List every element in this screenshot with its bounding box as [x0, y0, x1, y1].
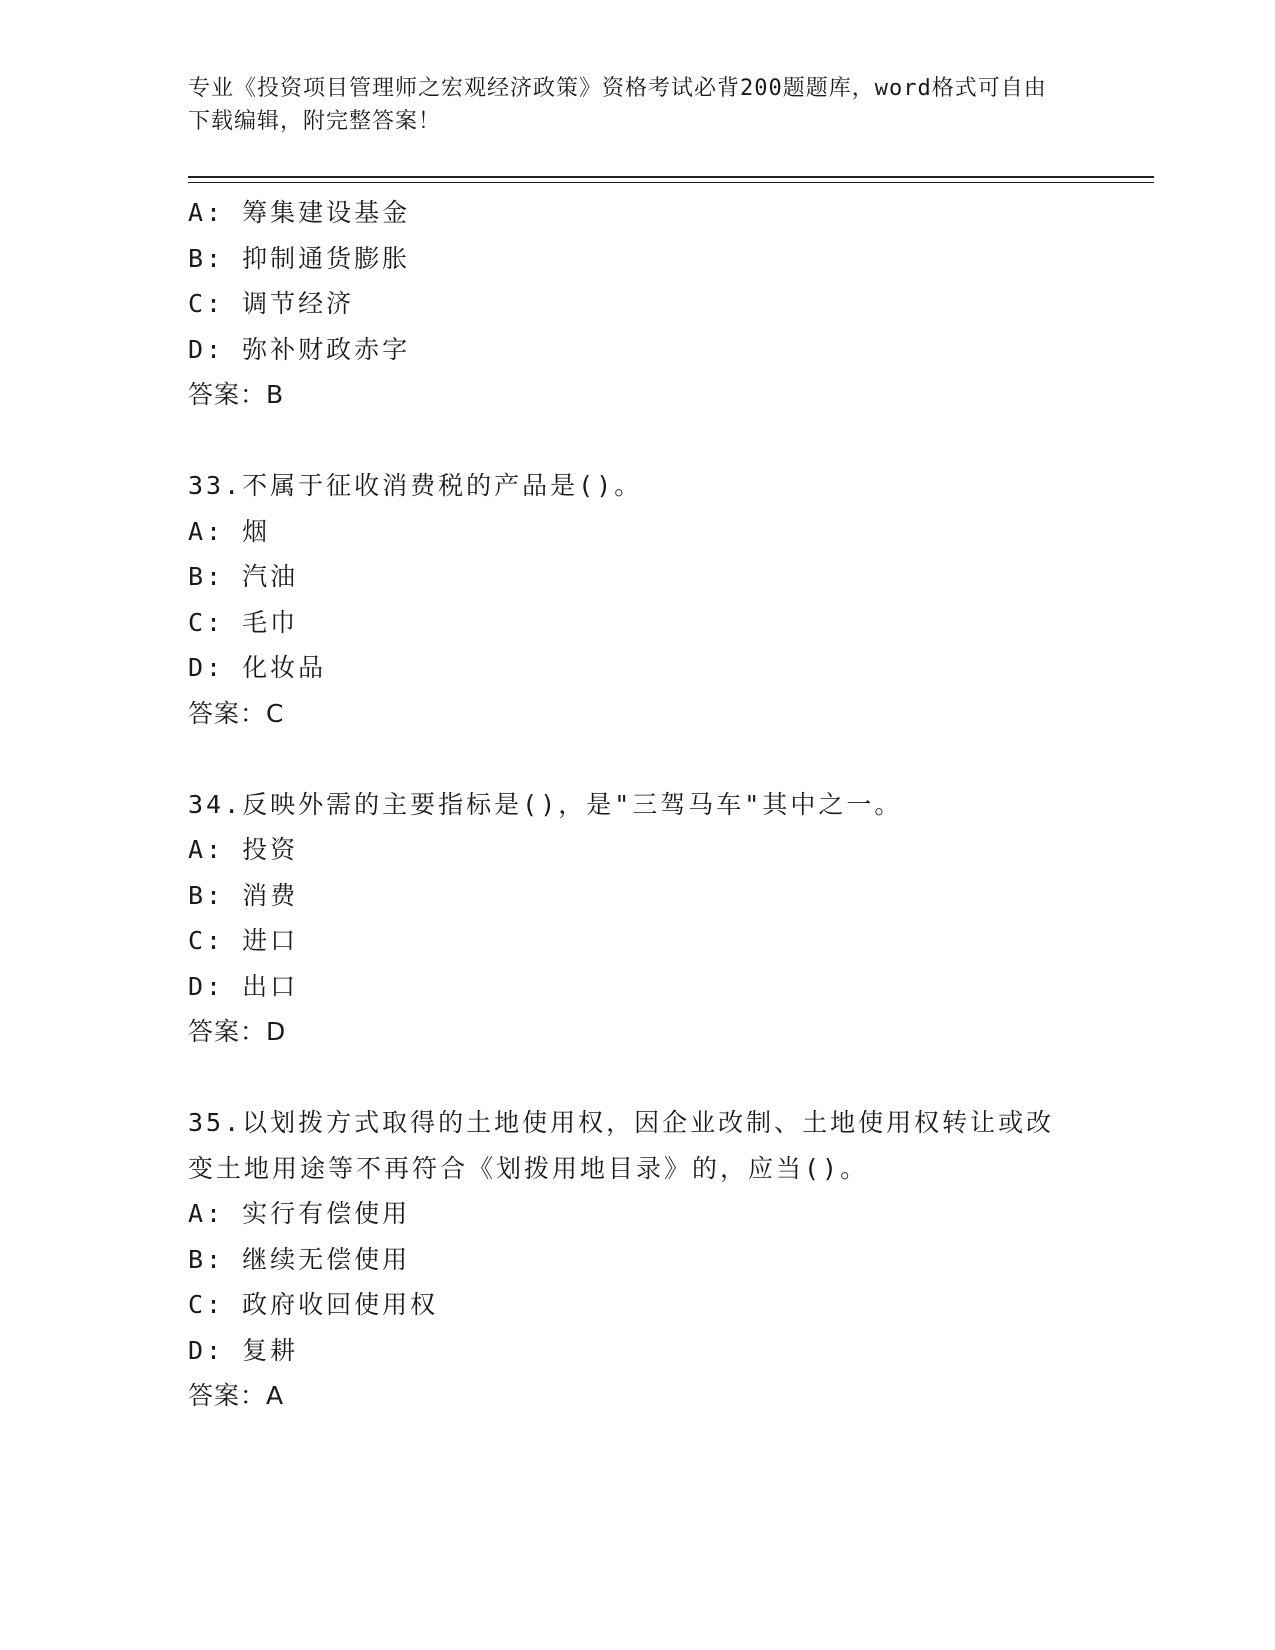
question-list	[188, 190, 1088, 1419]
answer-line: 答案：A	[188, 1381, 285, 1410]
question-text: 34.反映外需的主要指标是()，是"三驾马车"其中之一。	[188, 789, 903, 819]
option-c: C: 进口	[188, 926, 299, 955]
option-d: D: 出口	[188, 971, 299, 1001]
question-text-line-1: 35.以划拨方式取得的土地使用权，因企业改制、土地使用权转让或改	[188, 1108, 1055, 1137]
question-text: 33.不属于征收消费税的产品是()。	[188, 471, 643, 500]
option-b: B: 继续无偿使用	[188, 1244, 411, 1274]
option-b: B: 消费	[188, 880, 299, 910]
option-d: D: 复耕	[188, 1335, 299, 1365]
header-divider-thick	[188, 176, 1154, 178]
question-block-32	[188, 190, 1088, 418]
question-text-line-2: 变土地用途等不再符合《划拨用地目录》的，应当()。	[188, 1153, 869, 1183]
option-d: D: 化妆品	[188, 653, 327, 682]
answer-line: 答案：D	[188, 1017, 287, 1046]
option-c: C: 调节经济	[188, 289, 355, 318]
option-c: C: 毛巾	[188, 607, 299, 637]
question-block-34	[188, 782, 1088, 1055]
question-block-33	[188, 463, 1088, 736]
answer-line: 答案：C	[188, 698, 285, 728]
document-header: 专业《投资项目管理师之宏观经济政策》资格考试必背200题题库，word格式可自由下载编辑，附完整答案！	[188, 76, 1047, 134]
option-c: C: 政府收回使用权	[188, 1290, 439, 1319]
option-b: B: 汽油	[188, 562, 299, 591]
option-a: A: 烟	[188, 516, 271, 546]
answer-line: 答案：B	[188, 380, 285, 409]
question-block-35	[188, 1100, 1088, 1419]
option-a: A: 实行有偿使用	[188, 1199, 411, 1228]
option-d: D: 弥补财政赤字	[188, 334, 411, 364]
option-a: A: 投资	[188, 835, 299, 864]
header-divider-thin	[188, 182, 1154, 183]
option-a: A: 筹集建设基金	[188, 198, 411, 227]
option-b: B: 抑制通货膨胀	[188, 243, 411, 273]
